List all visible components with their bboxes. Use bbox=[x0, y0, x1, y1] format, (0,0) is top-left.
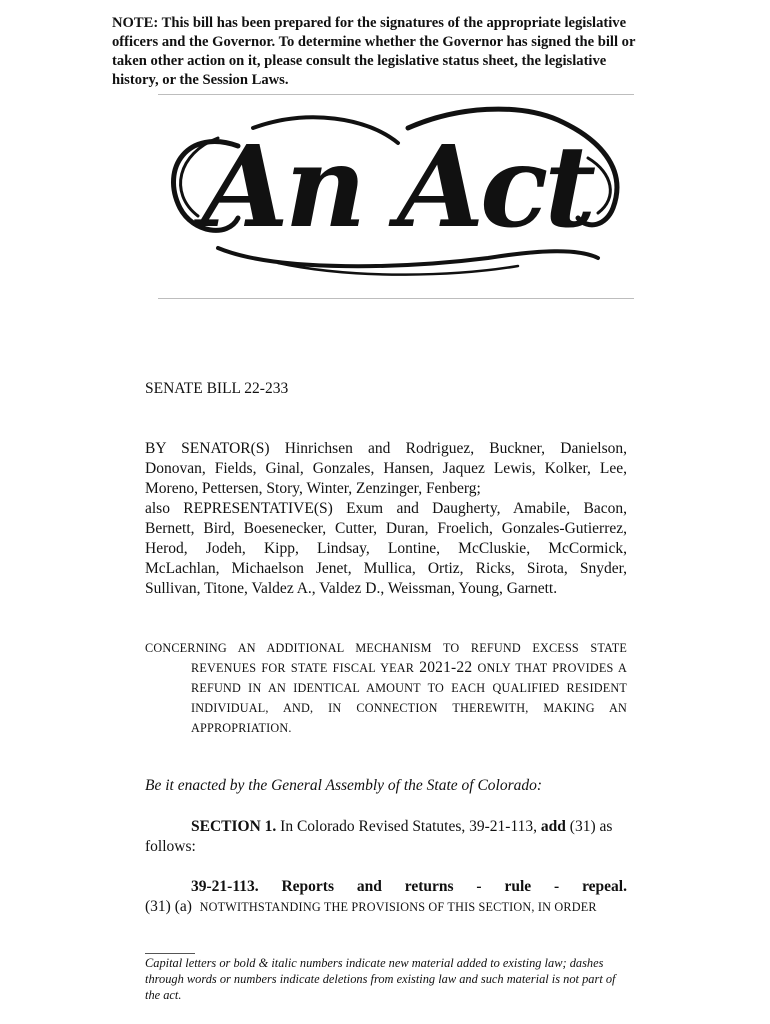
title-line: REVENUES FOR STATE FISCAL YEAR 2021-22 ONLY THAT PROVIDES A bbox=[191, 659, 627, 676]
section-1-line: SECTION 1. In Colorado Revised Statutes, 39-21-113, add (31) as bbox=[191, 818, 613, 835]
statute-text bbox=[145, 877, 627, 917]
title-line: APPROPRIATION. bbox=[191, 721, 292, 735]
footnote: Capital letters or bold & italic numbers indicate new material added to existing law; dashes through words or numbers indicate deletions from existing law and such material is not part of the act. bbox=[145, 956, 616, 1002]
sponsor-line: McLachlan, Michaelson Jenet, Mullica, Ortiz, Ricks, Sirota, Snyder, bbox=[145, 560, 627, 577]
title-line: REFUND IN AN IDENTICAL AMOUNT TO EACH QUALIFIED RESIDENT bbox=[191, 681, 627, 695]
bill-title bbox=[145, 638, 627, 738]
section-label: SECTION 1. bbox=[191, 818, 277, 835]
an-act-logo bbox=[158, 98, 636, 294]
title-line: CONCERNING AN ADDITIONAL MECHANISM TO REFUND EXCESS STATE bbox=[145, 641, 627, 655]
sponsor-list bbox=[145, 439, 627, 599]
bottom-divider bbox=[158, 298, 634, 299]
fiscal-year: 2021-22 bbox=[419, 659, 473, 676]
sponsor-line: also REPRESENTATIVE(S) Exum and Daugherty, Amabile, Bacon, bbox=[145, 500, 627, 517]
sponsor-line: Donovan, Fields, Ginal, Gonzales, Hansen, Jaquez Lewis, Kolker, Lee, bbox=[145, 460, 627, 477]
sponsor-line: Moreno, Pettersen, Story, Winter, Zenzinger, Fenberg; bbox=[145, 480, 481, 497]
statute-heading: 39-21-113. Reports and returns - rule - repeal. bbox=[191, 878, 627, 895]
enacting-clause: Be it enacted by the General Assembly of the State of Colorado: bbox=[145, 777, 543, 794]
sponsor-line: Sullivan, Titone, Valdez A., Valdez D., Weissman, Young, Garnett. bbox=[145, 580, 558, 597]
sponsor-line: Bernett, Bird, Boesenecker, Cutter, Duran, Froelich, Gonzales-Gutierrez, bbox=[145, 520, 627, 537]
top-divider bbox=[158, 94, 634, 95]
logo-text: An Act bbox=[201, 122, 593, 253]
status-note: NOTE: This bill has been prepared for the signatures of the appropriate legislative officers and the Governor. To determine whether the Governor has signed the bill or taken other action on it, please consult the legislative status sheet, the legislative history, or the Session Laws. bbox=[112, 15, 636, 88]
footnote-divider bbox=[145, 953, 195, 954]
sponsor-line: BY SENATOR(S) Hinrichsen and Rodriguez, Buckner, Danielson, bbox=[145, 440, 627, 457]
section-1 bbox=[145, 817, 627, 857]
sponsor-line: Herod, Jodeh, Kipp, Lindsay, Lontine, McCluskie, McCormick, bbox=[145, 540, 627, 557]
statute-body: (31) (a) NOTWITHSTANDING THE PROVISIONS OF THIS SECTION, IN ORDER bbox=[145, 898, 597, 915]
add-keyword: add bbox=[540, 818, 566, 835]
section-1-line: follows: bbox=[145, 838, 196, 855]
bill-number: SENATE BILL 22-233 bbox=[145, 380, 289, 397]
title-line: INDIVIDUAL, AND, IN CONNECTION THEREWITH, MAKING AN bbox=[191, 701, 627, 715]
